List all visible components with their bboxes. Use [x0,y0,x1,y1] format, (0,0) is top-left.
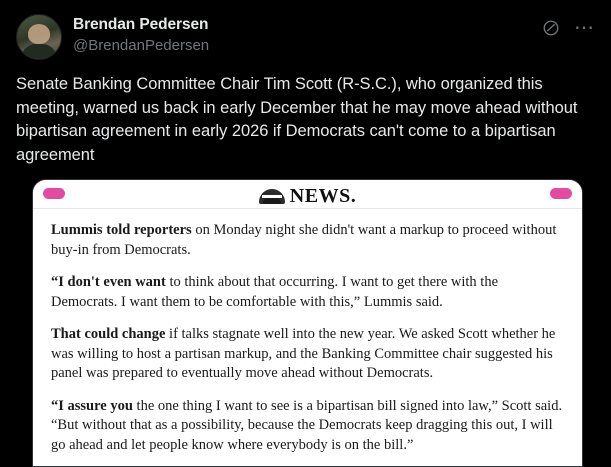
article-paragraph-rest: the one thing I want to see is a bipartisan bill signed into law,” Scott said. “But without that as a possibility, because the Democrats keep dragging this out, I will go ahead and let people know where everybody is on the bill.” [51,397,563,453]
post-header-actions [540,14,595,39]
article-paragraph-rest: to think about that occurring. I want to get there with the Democrats. I want them to be comfortable with this,” Lummis said. [51,274,499,310]
article-paragraph [51,397,564,456]
post-header [16,14,595,60]
article-body [33,209,582,465]
author-display-name[interactable]: Brendan Pedersen [73,16,209,33]
article-paragraph [51,221,564,260]
article-paragraph-lead: “I assure you [51,397,133,414]
article-paragraph-rest: on Monday night she didn't want a markup to proceed without buy-in from Democrats. [51,222,557,258]
article-paragraph-lead: “I don't even want [51,274,166,290]
article-paragraph [51,273,564,312]
grok-icon[interactable] [540,17,562,39]
article-paragraph-rest: if talks stagnate well into the new year. We asked Scott whether he was willing to host a partisan markup, and the Banking Committee chair suggested his panel was prepared to eventually move ahead without Democrats. [51,326,556,381]
article-paragraph-lead: Lummis told reporters [51,222,192,238]
article-card-topbar [33,180,582,209]
left-pill-decoration [43,188,65,199]
news-brand-text: NEWS. [289,184,357,207]
news-logo-icon [259,189,285,204]
avatar[interactable] [16,14,62,60]
more-options-icon[interactable]: ⋯ [574,17,595,39]
article-card[interactable] [32,179,583,467]
right-pill-decoration [550,188,572,199]
author-handle[interactable]: @BrendanPedersen [73,37,210,54]
author-names [73,14,209,56]
article-paragraph-lead: That could change [51,326,166,342]
post-text: Senate Banking Committee Chair Tim Scott (R-S.C.), who organized this meeting, warned us back in early December that he may move ahead without bipartisan agreement in early 2026 if Democrats can't come to a bipartisan agreement [16,75,578,164]
article-paragraph [51,325,564,384]
news-brand [259,185,356,208]
